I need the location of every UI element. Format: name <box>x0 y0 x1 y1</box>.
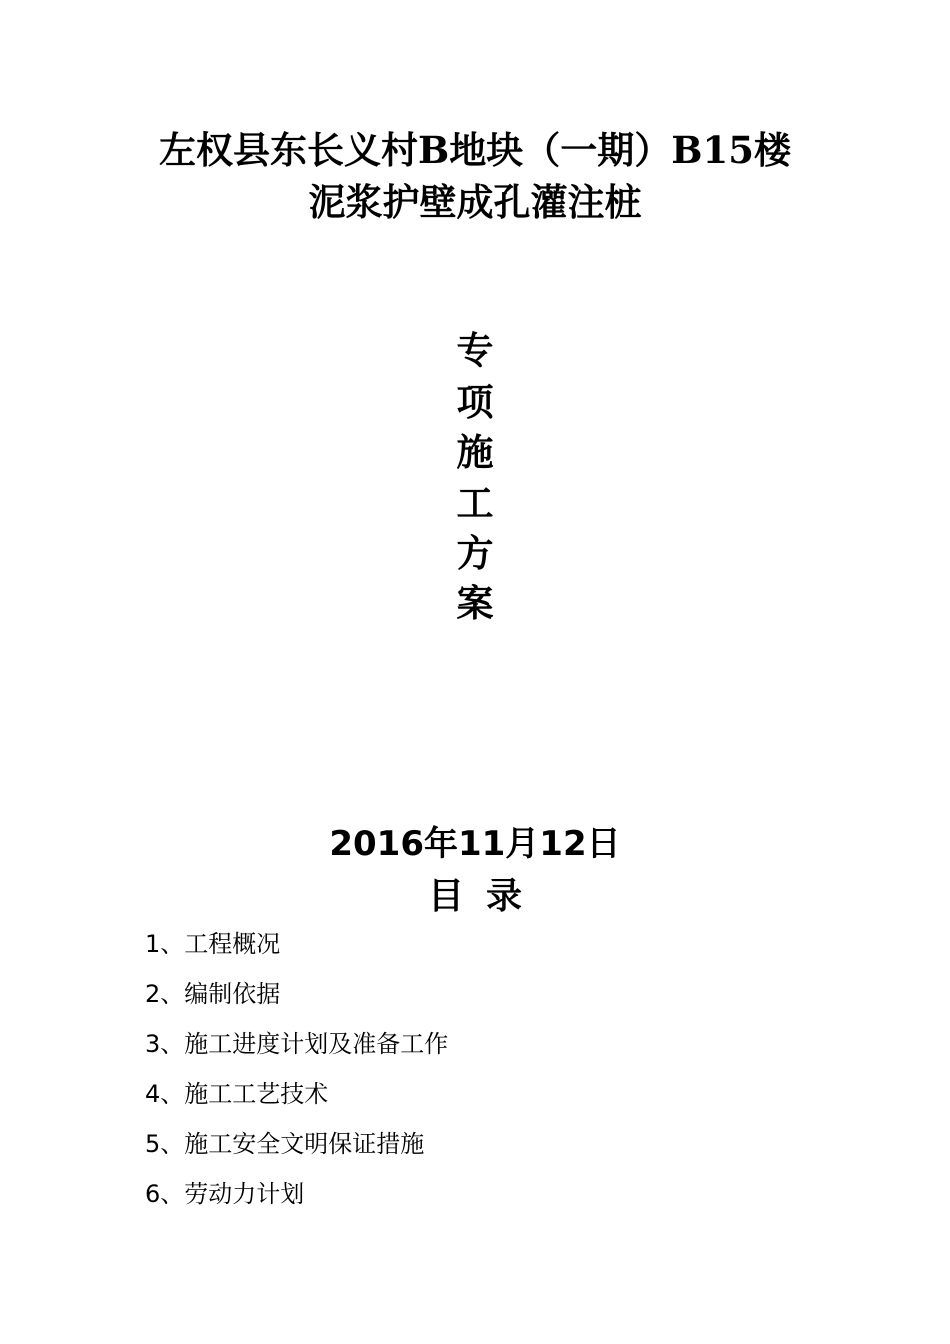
toc-item: 1、工程概况 <box>145 930 281 958</box>
subtitle-char: 专 <box>456 328 494 372</box>
subtitle-char: 项 <box>456 380 494 424</box>
toc-item: 2、编制依据 <box>145 980 281 1008</box>
toc-item: 6、劳动力计划 <box>145 1180 305 1208</box>
toc-item: 3、施工进度计划及准备工作 <box>145 1030 449 1058</box>
document-title-line-2: 泥浆护壁成孔灌注桩 <box>308 180 642 224</box>
toc-heading: 目录 <box>427 876 544 917</box>
document-title-line-1: 左权县东长义村B地块（一期）B15楼 <box>158 128 792 172</box>
subtitle-char: 方 <box>456 531 494 575</box>
subtitle-char: 施 <box>456 430 494 474</box>
toc-item: 5、施工安全文明保证措施 <box>145 1130 425 1158</box>
toc-item: 4、施工工艺技术 <box>145 1080 329 1108</box>
subtitle-char: 工 <box>456 481 494 525</box>
subtitle-char: 案 <box>456 581 494 625</box>
document-date: 2016年11月12日 <box>329 824 621 864</box>
